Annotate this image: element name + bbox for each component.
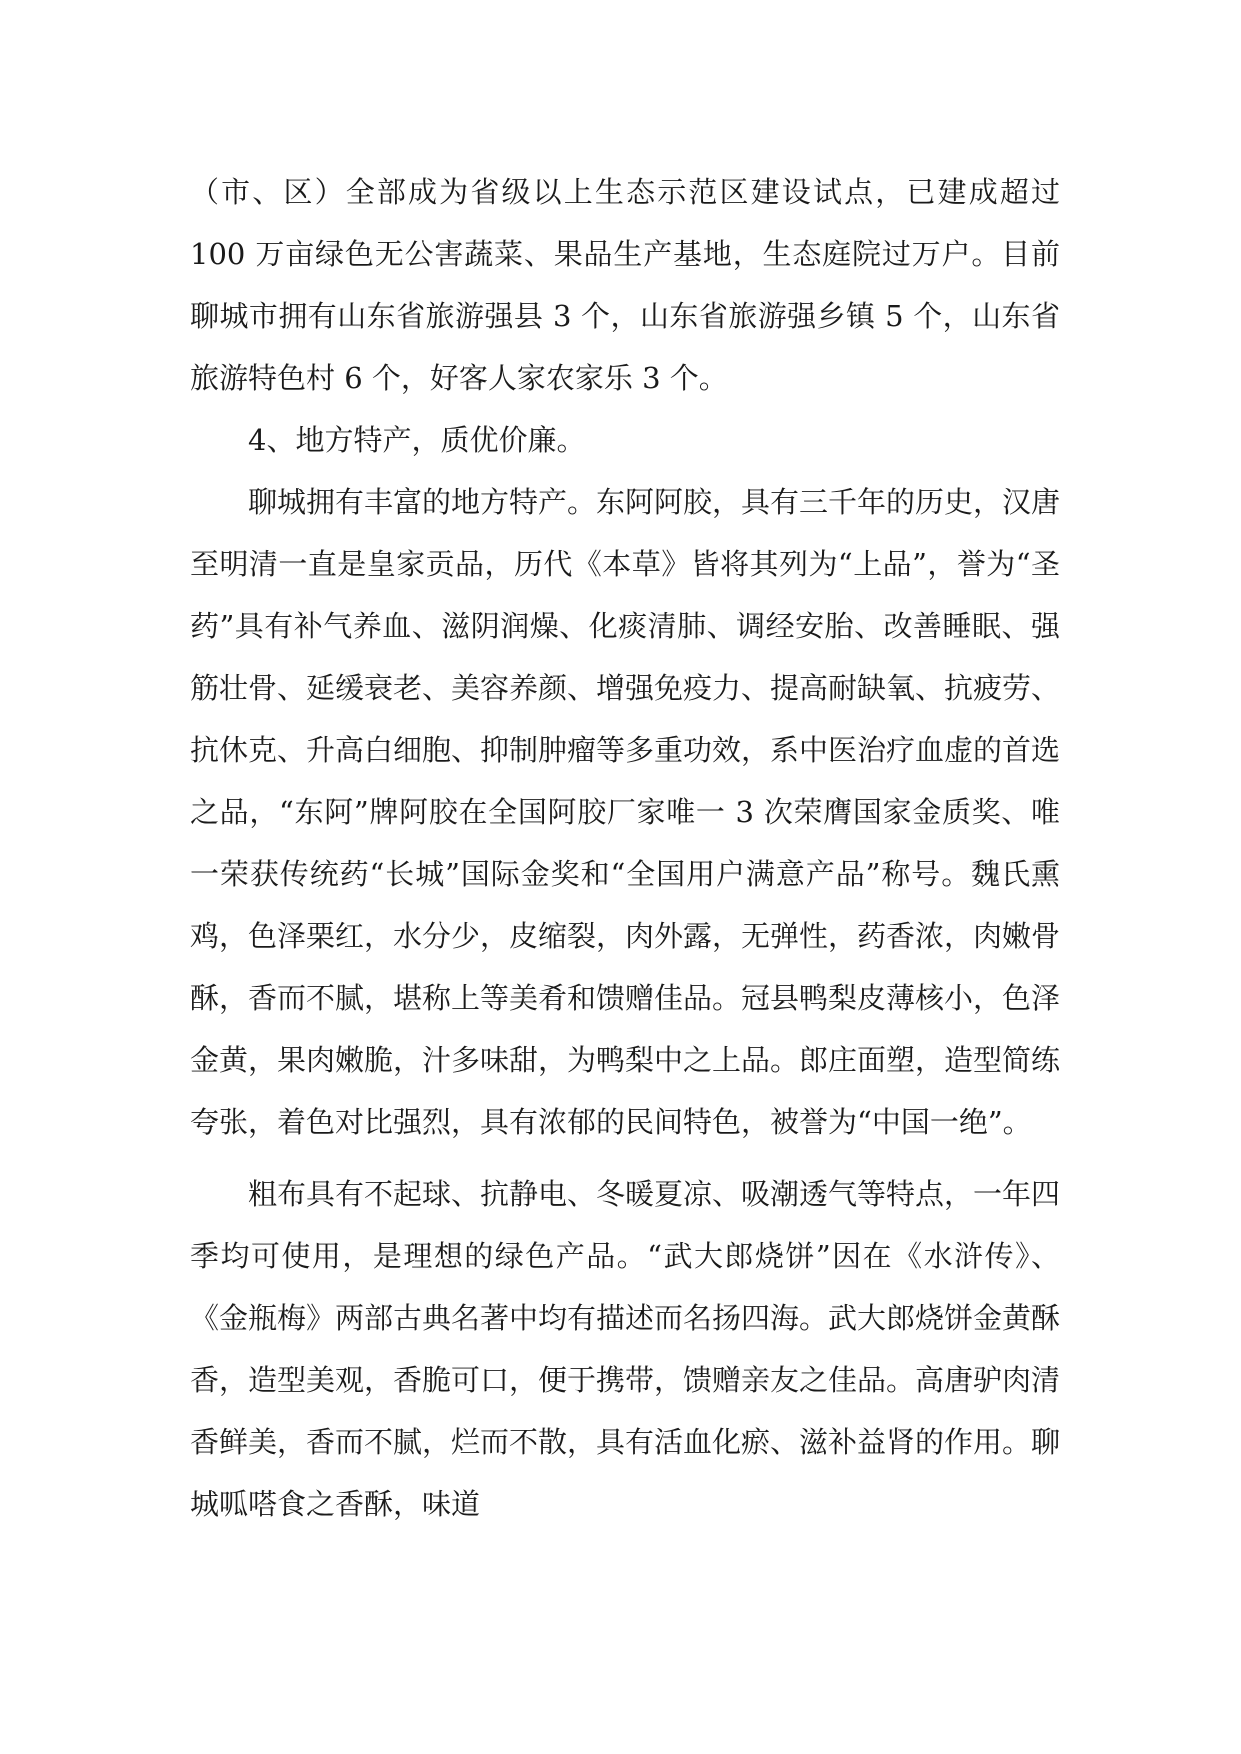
paragraph-ecology-continued: （市、区）全部成为省级以上生态示范区建设试点，已建成超过 100 万亩绿色无公害蔬菜、果品生产基地，生态庭院过万户。目前聊城市拥有山东省旅游强县 3 个，山东省旅游强乡镇 5 个，山东省旅游特色村 6 个，好客人家农家乐 3 个。 [190,175,1060,395]
section-heading-local-specialties: 4、地方特产，质优价廉。 [248,423,586,457]
document-body [190,161,1060,1535]
paragraph-specialties-2: 粗布具有不起球、抗静电、冬暖夏凉、吸潮透气等特点，一年四季均可使用，是理想的绿色产品。“武大郎烧饼”因在《水浒传》、《金瓶梅》两部古典名著中均有描述而名扬四海。武大郎烧饼金黄酥香，造型美观，香脆可口，便于携带，馈赠亲友之佳品。高唐驴肉清香鲜美，香而不腻，烂而不散，具有活血化瘀、滋补益肾的作用。聊城呱嗒食之香酥，味道 [190,1177,1061,1521]
paragraph-specialties-1: 聊城拥有丰富的地方特产。东阿阿胶，具有三千年的历史，汉唐至明清一直是皇家贡品，历代《本草》皆将其列为“上品”，誉为“圣药”具有补气养血、滋阴润燥、化痰清肺、调经安胎、改善睡眠、强筋壮骨、延缓衰老、美容养颜、增强免疫力、提高耐缺氧、抗疲劳、抗休克、升高白细胞、抑制肿瘤等多重功效，系中医治疗血虚的首选之品，“东阿”牌阿胶在全国阿胶厂家唯一 3 次荣膺国家金质奖、唯一荣获传统药“长城”国际金奖和“全国用户满意产品”称号。魏氏熏鸡，色泽栗红，水分少，皮缩裂，肉外露，无弹性，药香浓，肉嫩骨酥，香而不腻，堪称上等美肴和馈赠佳品。冠县鸭梨皮薄核小，色泽金黄，果肉嫩脆，汁多味甜，为鸭梨中之上品。郎庄面塑，造型简练夸张，着色对比强烈，具有浓郁的民间特色，被誉为“中国一绝”。 [190,485,1061,1139]
